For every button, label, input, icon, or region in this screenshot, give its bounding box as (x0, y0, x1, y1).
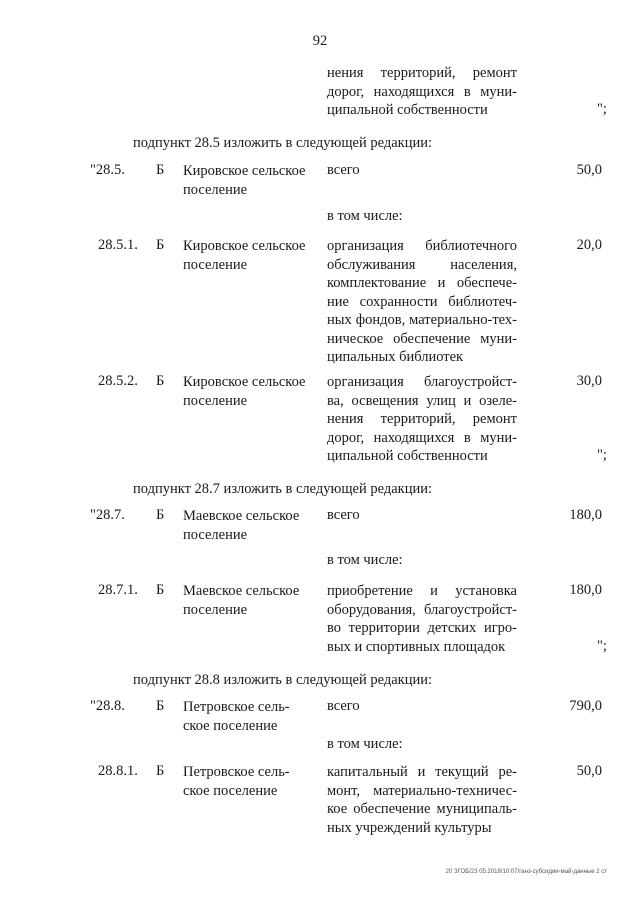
row-name: Кировское сельское поселение (183, 374, 306, 409)
row-value: 180,0 (569, 507, 602, 523)
row-number: "28.8. (90, 698, 125, 714)
row-value: 50,0 (576, 162, 602, 178)
row-category: Б (156, 237, 165, 253)
row-category: Б (156, 582, 165, 598)
desc-line: нения территорий, ремонт (327, 65, 517, 81)
section-heading: подпункт 28.7 изложить в следующей редакции: (133, 481, 433, 497)
row-number: 28.5.2. (98, 373, 138, 389)
row-description: всего (327, 162, 360, 178)
continued-description (327, 64, 517, 120)
row-number: 28.7.1. (98, 582, 138, 598)
row-value: 30,0 (576, 373, 602, 389)
row-name: Петровское сель- ское поселение (183, 699, 290, 734)
row-category: Б (156, 162, 165, 178)
row-category: Б (156, 373, 165, 389)
footer-stamp: 20 ЗГОБ/23 05.2018/10:07/ганз-субсидии-май-данные 2 ст (445, 869, 607, 875)
row-description: в том числе: (327, 736, 403, 752)
row-name: Маевское сельское поселение (183, 583, 300, 618)
section-heading: подпункт 28.8 изложить в следующей редакции: (133, 672, 433, 688)
row-description: всего (327, 507, 360, 523)
row-description: приобретение и установка оборудования, благоустройст- во территории детских игро- вых и спортивных площадок (327, 583, 517, 655)
row-category: Б (156, 698, 165, 714)
row-value: 50,0 (576, 763, 602, 779)
row-description: всего (327, 698, 360, 714)
row-name: Кировское сельское поселение (183, 163, 306, 198)
row-name: Петровское сель- ское поселение (183, 764, 290, 799)
row-category: Б (156, 507, 165, 523)
row-name: Кировское сельское поселение (183, 238, 306, 273)
row-number: 28.5.1. (98, 237, 138, 253)
row-value: 20,0 (576, 237, 602, 253)
row-description: капитальный и текущий ре- монт, материально-техничес- кое обеспечение муниципаль- ных учреждений культуры (327, 764, 517, 836)
row-value: 180,0 (569, 582, 602, 598)
row-number: 28.8.1. (98, 763, 138, 779)
row-category: Б (156, 763, 165, 779)
row-name: Маевское сельское поселение (183, 508, 300, 543)
row-description: организация библиотечного обслуживания населения, комплектование и обеспече- ние сохранности библиотеч- ных фондов, материально-тех- ническое обеспечение муни- ципальных библиотек (327, 238, 517, 365)
desc-line: дорог, находящихся в муни- (327, 83, 517, 100)
section-heading: подпункт 28.5 изложить в следующей редакции: (133, 135, 433, 151)
row-description: в том числе: (327, 552, 403, 568)
row-number: "28.5. (90, 162, 125, 178)
close-quote: "; (597, 638, 607, 654)
close-quote: "; (597, 101, 607, 117)
row-value: 790,0 (569, 698, 602, 714)
page-number: 92 (312, 33, 328, 49)
desc-line: ципальной собственности (327, 102, 488, 118)
row-description: организация благоустройст- ва, освещения улиц и озеле- нения территорий, ремонт дорог, находящихся в муни- ципальной собственности (327, 374, 517, 464)
row-description: в том числе: (327, 208, 403, 224)
row-number: "28.7. (90, 507, 125, 523)
close-quote: "; (597, 447, 607, 463)
